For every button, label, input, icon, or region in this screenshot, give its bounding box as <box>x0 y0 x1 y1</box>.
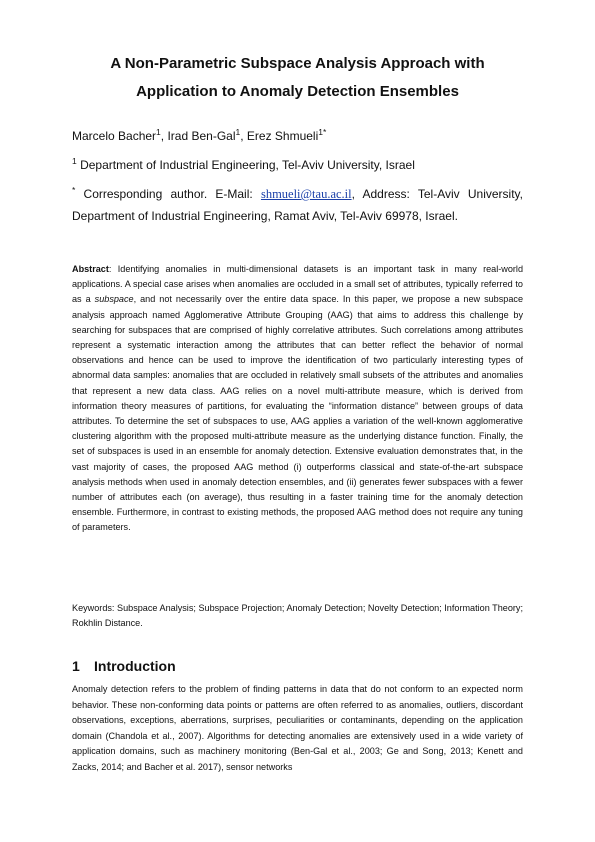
section-number: 1 <box>72 658 80 674</box>
author-affiliation-mark: 1* <box>318 127 327 137</box>
author-list <box>72 125 523 143</box>
corresponding-line-2: Department of Industrial Engineering, Ramat Aviv, Tel-Aviv 69978, Israel. <box>72 209 458 223</box>
email-link[interactable]: shmueli@tau.ac.il <box>260 187 352 201</box>
author-name: Irad Ben-Gal <box>167 129 236 143</box>
abstract-text-2: , and not necessarily over the entire data space. In this paper, we propose a new subspace analysis approach named Agglomerative Attribute Grouping (AAG) that aims to address this challenge by searching for subspaces that are comprised of highly correlative attributes. Such correlations among attributes represent a systematic interaction among the attributes that can better reflect the behavior of normal observations and hence can be used to improve the identification of two particularly interesting types of abnormal data samples: anomalies that are occluded in relatively small subsets of the attributes and anomalies that represent a new data class. AAG relies on a novel multi-attribute measure, which is derived from information theory measures of partitions, for evaluating the “information distance” between groups of data attributes. To determine the set of subspaces to use, AAG applies a variation of the well-known agglomerative clustering algorithm with the proposed multi-attribute measure as the underlying distance function. Finally, the set of subspaces is used in an ensemble for anomaly detection. Extensive evaluation demonstrates that, in the vast majority of cases, the proposed AAG method (i) outperforms classical and state-of-the-art subspace analysis methods when used in anomaly detection ensembles, and (ii) generates fewer subspaces with a fewer number of attributes each (on average), thus resulting in a faster training time for the anomaly detection ensemble. Furthermore, in contrast to existing methods, the proposed AAG method does not require any tuning of parameters. <box>72 294 524 533</box>
abstract-text-1: : Identifying anomalies in multi-dimensional datasets is an important task in many real-world applications. A special case arises when anomalies are occluded in a small set of attributes, typically referred to as a <box>72 264 523 305</box>
keywords: Keywords: Subspace Analysis; Subspace Projection; Anomaly Detection; Novelty Detection; Information Theory; Rokhlin Distance. <box>72 603 523 629</box>
affiliation <box>72 154 523 172</box>
corresponding-line-1 <box>72 183 523 201</box>
section-body: Anomaly detection refers to the problem of finding patterns in data that do not conform to an expected norm behavior. These non-conforming data points or patterns are often referred to as anomalies, outliers, discordant observations, exceptions, aberrations, surprises, peculiarities or contaminants, depending on the application domain (Chandola et al., 2007). Algorithms for detecting anomalies are extensively used in a wide variety of application domains, such as machinery monitoring (Ben-Gal et al., 2003; Ge and Song, 2013; Kenett and Zacks, 2014; and Bacher et al. 2017), sensor networks <box>72 684 523 772</box>
affiliation-text: Department of Industrial Engineering, Tel-Aviv University, Israel <box>76 158 415 172</box>
author-affiliation-mark: 1 <box>235 127 241 137</box>
author-name: Erez Shmueli <box>246 129 319 143</box>
abstract <box>72 262 523 536</box>
author-affiliation-mark: 1 <box>156 127 161 137</box>
author-name: Marcelo Bacher <box>72 129 157 143</box>
abstract-italic-term: subspace <box>94 294 134 305</box>
author-separator: , <box>240 129 247 143</box>
corresponding-address: , Address: Tel-Aviv University, <box>351 187 523 201</box>
section-heading <box>72 657 176 675</box>
title-line-1: A Non-Parametric Subspace Analysis Approach with <box>110 55 485 72</box>
author-separator: , <box>160 129 168 143</box>
corresponding-label: Corresponding author. E-Mail: <box>75 187 261 201</box>
title-line-2: Application to Anomaly Detection Ensembles <box>136 83 459 100</box>
corresponding-mark: * <box>72 185 76 195</box>
abstract-label: Abstract <box>72 264 109 274</box>
section-title: Introduction <box>94 658 176 674</box>
affiliation-mark: 1 <box>72 156 77 166</box>
paper-title <box>70 50 525 106</box>
